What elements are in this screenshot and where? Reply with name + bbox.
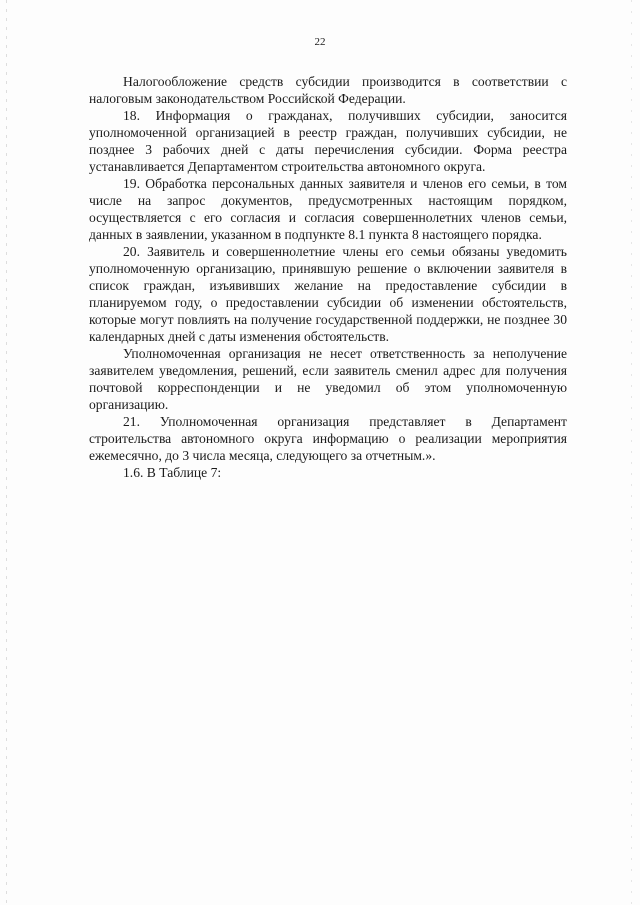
scan-edge-left bbox=[6, 0, 7, 905]
page-number: 22 bbox=[314, 36, 326, 48]
paragraph-18: 18. Информация о гражданах, получивших субсидии, заносится уполномоченной организацией в реестр граждан, получивших субсидии, не позднее 3 рабочих дней с даты перечисления субсидии. Форма реестра устанавливается Департаментом строительства автономного округа. bbox=[89, 108, 567, 174]
paragraph-21: 21. Уполномоченная организация представляет в Департамент строительства автономного округа информацию о реализации мероприятия ежемесячно, до 3 числа месяца, следующего за отчетным.». bbox=[89, 414, 567, 463]
scan-edge-right bbox=[631, 0, 632, 905]
body-text bbox=[89, 73, 567, 481]
paragraph-20: 20. Заявитель и совершеннолетние члены его семьи обязаны уведомить уполномоченную организацию, принявшую решение о включении заявителя в список граждан, изъявивших желание на предоставление субсидии в планируемом году, о предоставлении субсидии об изменении обстоятельств, которые могут повлиять на получение государственной поддержки, не позднее 30 календарных дней с даты изменения обстоятельств. bbox=[89, 244, 567, 344]
paragraph-19: 19. Обработка персональных данных заявителя и членов его семьи, в том числе на запрос документов, предусмотренных настоящим порядком, осуществляется с его согласия и согласия совершеннолетних членов семьи, данных в заявлении, указанном в подпункте 8.1 пункта 8 настоящего порядка. bbox=[89, 176, 567, 242]
paragraph-table-7: 1.6. В Таблице 7: bbox=[123, 465, 222, 480]
paragraph-taxation: Налогообложение средств субсидии производится в соответствии с налоговым законодательством Российской Федерации. bbox=[89, 74, 567, 106]
paragraph-responsibility: Уполномоченная организация не несет ответственность за неполучение заявителем уведомления, решений, если заявитель сменил адрес для получения почтовой корреспонденции и не уведомил об этом уполномоченную организацию. bbox=[89, 346, 567, 412]
